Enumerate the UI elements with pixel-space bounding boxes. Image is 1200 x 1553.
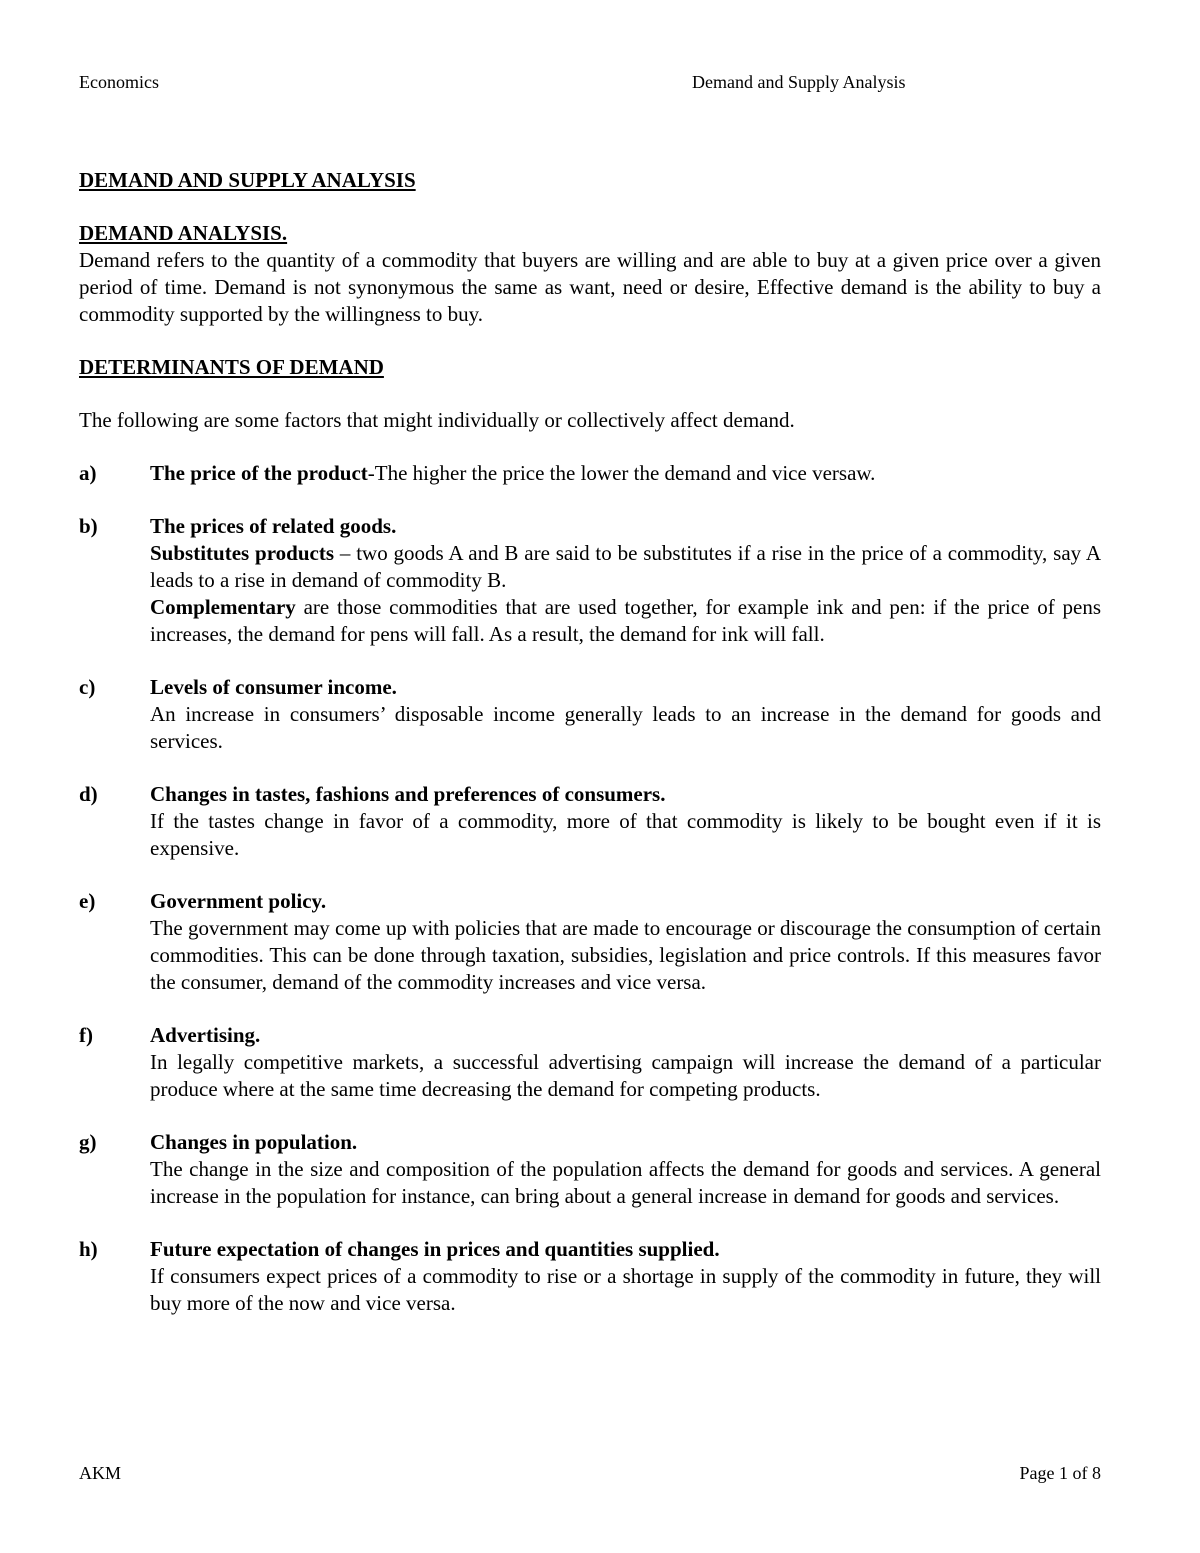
determinant-c bbox=[79, 674, 1101, 755]
demand-analysis-text: Demand refers to the quantity of a commodity that buyers are willing and are able to buy at a given price over a given period of time. Demand is not synonymous the same as want, need or desire, Effective demand is the ability to buy a commodity supported by the willingness to buy. bbox=[79, 248, 1101, 326]
item-title: Changes in population. bbox=[150, 1130, 358, 1154]
demand-analysis-heading: DEMAND ANALYSIS. bbox=[79, 221, 288, 245]
page-footer-left: AKM bbox=[79, 1463, 122, 1483]
document-body bbox=[79, 167, 1101, 1317]
item-text: If consumers expect prices of a commodity to rise or a shortage in supply of the commodity in future, they will buy more of the now and vice versa. bbox=[150, 1264, 1101, 1315]
item-text: -The higher the price the lower the demand and vice versaw. bbox=[367, 461, 876, 485]
item-title: Levels of consumer income. bbox=[150, 675, 397, 699]
item-title: The price of the product bbox=[150, 461, 368, 485]
item-text: The change in the size and composition of the population affects the demand for goods and services. A general increase in the population for instance, can bring about a general increase in demand for goods and services. bbox=[150, 1157, 1101, 1208]
item-label: f) bbox=[79, 1023, 93, 1047]
item-text: An increase in consumers’ disposable income generally leads to an increase in the demand for goods and services. bbox=[150, 702, 1101, 753]
item-text: If the tastes change in favor of a commodity, more of that commodity is likely to be bought even if it is expensive. bbox=[150, 809, 1101, 860]
determinant-d bbox=[79, 781, 1101, 862]
page-header-right: Demand and Supply Analysis bbox=[692, 72, 906, 92]
determinant-h bbox=[79, 1236, 1101, 1317]
item-label: g) bbox=[79, 1130, 97, 1154]
substitutes-text: – two goods A and B are said to be substitutes if a rise in the price of a commodity, say A leads to a rise in demand of commodity B. bbox=[150, 541, 1101, 592]
page-number: Page 1 of 8 bbox=[1019, 1463, 1101, 1483]
determinant-f bbox=[79, 1022, 1101, 1103]
item-label: e) bbox=[79, 889, 96, 913]
item-title: Changes in tastes, fashions and preferences of consumers. bbox=[150, 782, 666, 806]
item-title: Advertising. bbox=[150, 1023, 261, 1047]
determinant-b bbox=[79, 513, 1101, 648]
item-label: b) bbox=[79, 514, 98, 538]
item-label: d) bbox=[79, 782, 98, 806]
determinant-a bbox=[79, 460, 1101, 487]
item-label: h) bbox=[79, 1237, 98, 1261]
substitutes-title: Substitutes products bbox=[150, 541, 335, 565]
determinant-e bbox=[79, 888, 1101, 996]
item-title: Future expectation of changes in prices and quantities supplied. bbox=[150, 1237, 720, 1261]
determinants-heading: DETERMINANTS OF DEMAND bbox=[79, 355, 384, 379]
item-label: c) bbox=[79, 675, 96, 699]
page-header-left: Economics bbox=[79, 72, 159, 92]
item-label: a) bbox=[79, 461, 97, 485]
complementary-title: Complementary bbox=[150, 595, 296, 619]
item-text: The government may come up with policies that are made to encourage or discourage the consumption of certain commodities. This can be done through taxation, subsidies, legislation and price controls. If this measures favor the consumer, demand of the commodity increases and vice versa. bbox=[150, 916, 1101, 994]
determinant-g bbox=[79, 1129, 1101, 1210]
complementary-text: are those commodities that are used together, for example ink and pen: if the price of pens increases, the demand for pens will fall. As a result, the demand for ink will fall. bbox=[150, 595, 1101, 646]
item-title: Government policy. bbox=[150, 889, 327, 913]
item-text: In legally competitive markets, a successful advertising campaign will increase the demand of a particular produce where at the same time decreasing the demand for competing products. bbox=[150, 1050, 1101, 1101]
document-title: DEMAND AND SUPPLY ANALYSIS bbox=[79, 168, 416, 192]
item-title: The prices of related goods. bbox=[150, 514, 397, 538]
determinants-intro: The following are some factors that might individually or collectively affect demand. bbox=[79, 408, 795, 432]
